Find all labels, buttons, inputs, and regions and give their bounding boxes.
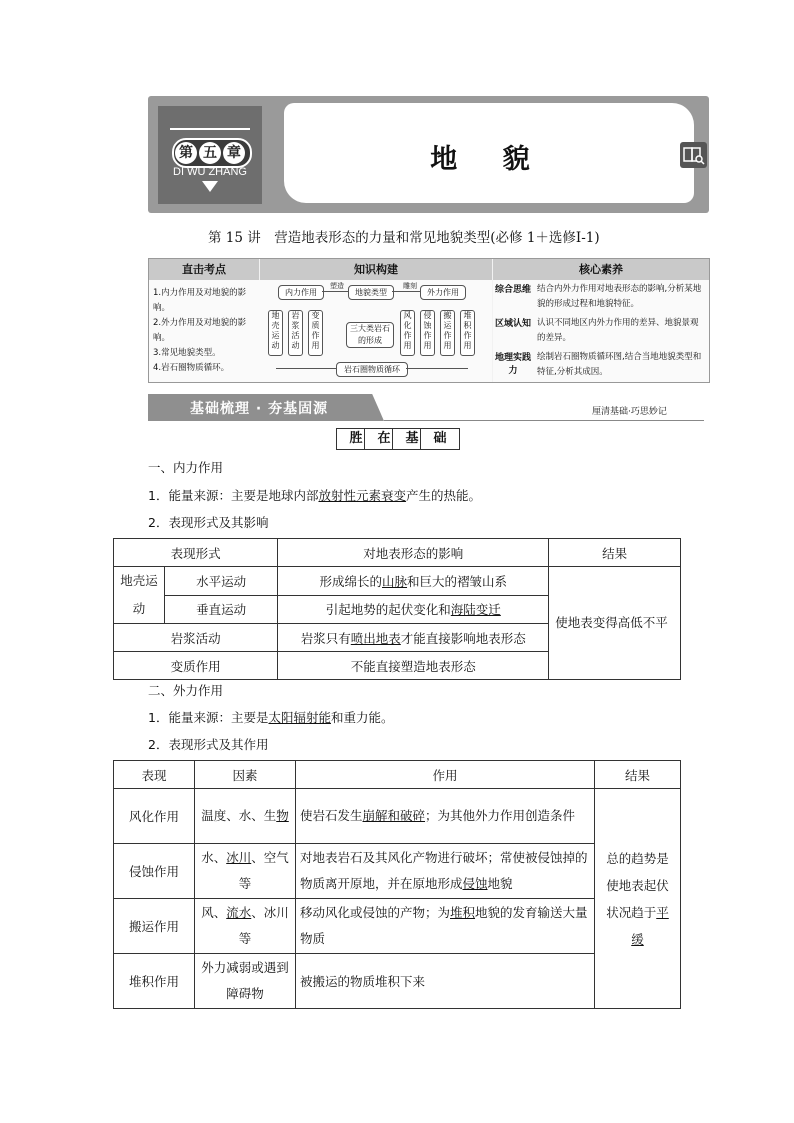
table-row: [114, 567, 681, 596]
literacy-text: 结合内外力作用对地表形态的影响,分析某地貌的形成过程和地貌特征。: [537, 284, 702, 309]
diagram-item: 侵蚀作用: [420, 310, 435, 356]
underlined-text: 太阳辐射能: [268, 710, 331, 725]
underlined-text: 侵蚀: [462, 876, 488, 891]
table-header: 作用: [296, 761, 595, 789]
diagram-landform: 地貌类型: [348, 285, 394, 300]
lecture-title: 第 15 讲 营造地表形态的力量和常见地貌类型(必修 1＋选修Ⅰ-1): [208, 230, 600, 246]
part1-heading: 一、内力作用: [148, 460, 224, 475]
literacy-text: 认识不同地区内外力作用的差异、地貌景观的差异。: [537, 318, 699, 343]
chip: 础: [420, 428, 460, 450]
underlined-text: 平缓: [631, 904, 669, 947]
literacy-text: 绘制岩石圈物质循环图,结合当地地貌类型和特征,分析其成因。: [537, 352, 702, 377]
effect-cell: [296, 899, 595, 954]
text: 移动风化或侵蚀的产物；为: [300, 905, 451, 920]
effect-cell: 不能直接塑造地表形态: [278, 652, 549, 680]
text: 才能直接影响地表形态: [400, 630, 526, 646]
literacy-label: 区域认知: [494, 319, 531, 329]
triangle-icon: [202, 181, 218, 192]
effect-cell: [296, 844, 595, 899]
name-cell: 侵蚀作用: [114, 844, 195, 899]
exam-point: 1.内力作用及对地貌的影响。: [153, 288, 247, 313]
diagram-item: 风化作用: [400, 310, 415, 356]
table-header: 结果: [549, 539, 681, 567]
text: 、空气等: [238, 850, 289, 891]
factor-cell: [195, 789, 296, 844]
text: 地貌: [487, 876, 513, 891]
table-header: 表现形式: [114, 539, 278, 567]
text: 温度、水、生: [201, 808, 277, 823]
badge-char: 章: [223, 142, 245, 164]
effect-cell: [296, 789, 595, 844]
name-cell: 搬运作用: [114, 899, 195, 954]
effect-cell: [278, 567, 549, 596]
badge-decoration: [170, 118, 250, 130]
text: 对地表岩石及其风化产物进行破坏；常使被侵蚀掉的物质离开原地，并在原地形成: [300, 850, 588, 891]
header-exam-points: 直击考点: [149, 259, 259, 280]
literacy-label: 地理实践力: [494, 353, 531, 376]
chip: 胜: [336, 428, 376, 450]
diagram-rocks: 三大类岩石的形成: [346, 322, 394, 348]
table-row: [114, 789, 681, 844]
diagram-carve: 雕刻: [403, 282, 417, 290]
table-header: 表现: [114, 761, 195, 789]
exam-point: 4.岩石圈物质循环。: [153, 363, 230, 373]
diagram-arrow: [322, 291, 348, 292]
section-slogan: 厘清基础·巧思妙记: [592, 407, 667, 417]
underlined-text: 崩解和破碎: [362, 808, 426, 823]
type-cell: 岩浆活动: [114, 624, 278, 652]
part1-subheading: 2．表现形式及其影响: [148, 515, 269, 530]
badge-char: 第: [175, 142, 197, 164]
type-cell: 水平运动: [165, 567, 278, 596]
type-cell: 垂直运动: [165, 595, 278, 624]
name-cell: 堆积作用: [114, 954, 195, 1009]
internal-table: [113, 538, 681, 680]
overview-panel: [148, 258, 710, 383]
external-table: [113, 760, 681, 1009]
part2-heading: 二、外力作用: [148, 683, 224, 698]
diagram-shape: 塑造: [330, 282, 344, 290]
underlined-text: 海陆变迁: [450, 602, 501, 618]
literacy-label: 综合思维: [494, 285, 531, 295]
exam-point: 2.外力作用及对地貌的影响。: [153, 318, 247, 343]
chapter-badge: [158, 106, 262, 204]
text: 产生的热能。: [405, 488, 481, 503]
exam-point: 3.常见地貌类型。: [153, 348, 221, 358]
underlined-text: 物: [276, 808, 289, 823]
diagram-item: 堆积作用: [460, 310, 475, 356]
diagram-item: 变质作用: [308, 310, 323, 356]
result-cell: [595, 789, 681, 1009]
table-header: 对地表形态的影响: [278, 539, 549, 567]
text: 使岩石发生: [300, 808, 363, 823]
text: 形成绵长的: [319, 573, 383, 589]
factor-cell: [195, 899, 296, 954]
diagram-line: [406, 368, 468, 369]
table-header: 结果: [595, 761, 681, 789]
diagram-external: 外力作用: [420, 285, 466, 300]
diagram-line: [276, 368, 336, 369]
underlined-text: 流水: [226, 905, 252, 920]
underlined-text: 放射性元素衰变: [318, 488, 406, 503]
section-banner-title: 基础梳理 · 夯基固源: [190, 401, 329, 417]
text: 1．能量来源：主要是: [148, 710, 269, 725]
diagram-item: 地壳运动: [268, 310, 283, 356]
chapter-title: 地 貌: [430, 144, 548, 175]
diagram-internal: 内力作用: [278, 285, 324, 300]
diagram-item: 搬运作用: [440, 310, 455, 356]
text: 风、: [201, 905, 227, 920]
table-header: 因素: [195, 761, 296, 789]
name-cell: 风化作用: [114, 789, 195, 844]
factor-cell: 外力减弱或遇到障碍物: [195, 954, 296, 1009]
diagram-item: 岩浆活动: [288, 310, 303, 356]
text: 、冰川等: [238, 905, 289, 946]
diagram-cycle: 岩石圈物质循环: [336, 362, 408, 377]
underlined-text: 喷出地表: [350, 630, 401, 646]
text: ；为其他外力作用创造条件: [425, 808, 576, 823]
section-divider: [384, 420, 704, 421]
part2-energy: [148, 708, 394, 726]
badge-char: 五: [199, 142, 221, 164]
book-search-icon: [680, 142, 707, 168]
text: 岩浆只有: [300, 630, 351, 646]
underlined-text: 堆积: [450, 905, 476, 920]
underlined-text: 冰川: [226, 850, 252, 865]
literacy-list: [493, 280, 709, 382]
badge-ring: [172, 138, 252, 168]
part2-subheading: 2．表现形式及其作用: [148, 737, 269, 752]
text: 水、: [201, 850, 227, 865]
chip: 基: [392, 428, 432, 450]
crust-cell: 地壳运动: [114, 567, 165, 624]
result-cell: 使地表变得高低不平: [549, 567, 681, 680]
text: 地貌的发育输送大量物质: [300, 905, 588, 946]
underlined-text: 山脉: [382, 573, 408, 589]
knowledge-diagram: [260, 280, 492, 382]
chapter-pinyin: DI WU ZHANG: [173, 166, 247, 178]
diagram-arrow: [392, 291, 420, 292]
chip: 在: [364, 428, 404, 450]
header-literacy: 核心素养: [493, 259, 709, 280]
effect-cell: [278, 595, 549, 624]
text: 引起地势的起伏变化和: [325, 602, 451, 618]
effect-cell: 被搬运的物质堆积下来: [296, 954, 595, 1009]
part1-energy: [148, 486, 481, 504]
factor-cell: [195, 844, 296, 899]
text: 和巨大的褶皱山系: [407, 573, 508, 589]
exam-points: [149, 280, 261, 382]
header-knowledge: 知识构建: [260, 259, 492, 280]
text: 1．能量来源：主要是地球内部: [148, 488, 319, 503]
effect-cell: [278, 624, 549, 652]
type-cell: 变质作用: [114, 652, 278, 680]
text: 和重力能。: [330, 710, 394, 725]
text: 总的趋势是使地表起伏状况趋于: [606, 850, 669, 920]
